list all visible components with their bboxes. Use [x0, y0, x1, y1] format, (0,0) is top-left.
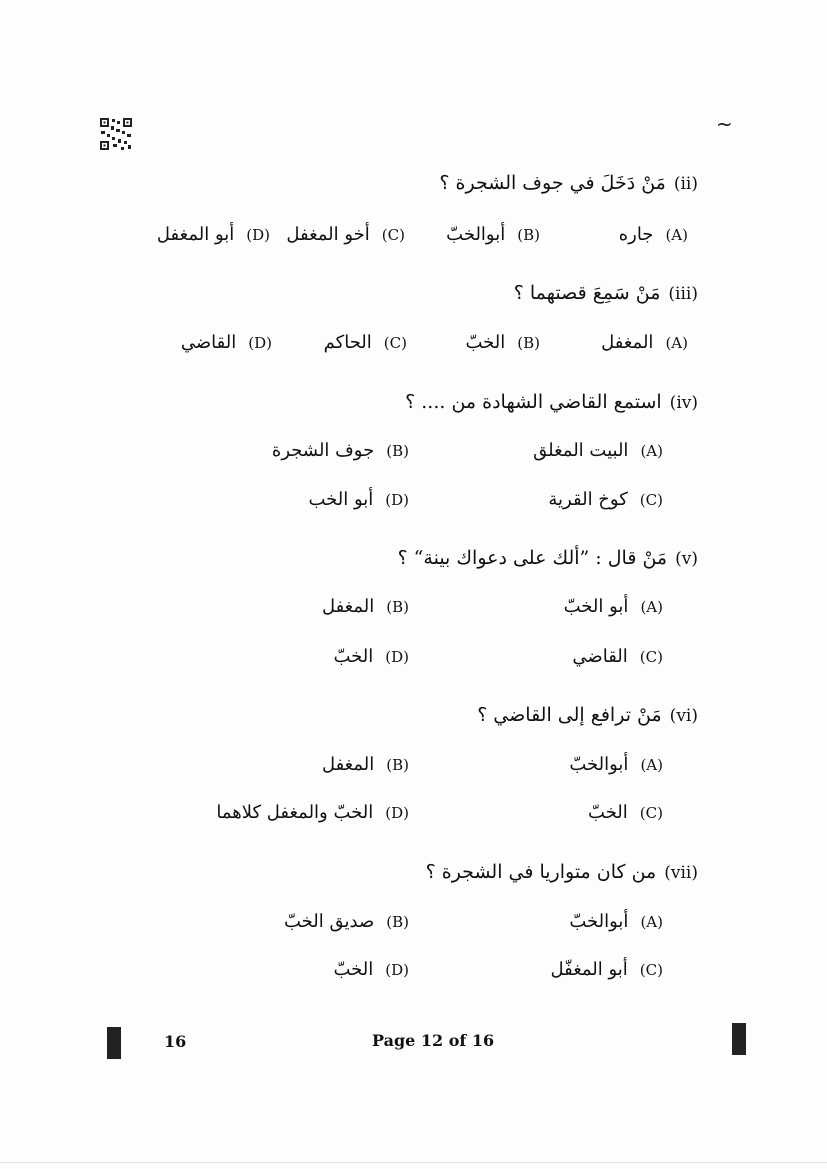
option-text: الحاكم — [323, 332, 372, 353]
option-b — [284, 911, 409, 932]
option-text: أبو الخبّ — [563, 596, 629, 617]
option-letter: (A) — [665, 226, 688, 244]
question-number: (iv) — [669, 393, 698, 413]
option-text: القاضي — [180, 332, 237, 353]
option-letter: (A) — [640, 756, 663, 774]
option-d — [333, 646, 409, 667]
option-letter: (B) — [386, 442, 409, 460]
option-d — [157, 224, 270, 245]
option-d — [216, 802, 409, 823]
option-c — [572, 646, 663, 667]
option-text: جوف الشجرة — [271, 440, 375, 461]
page-number: Page 12 of 16 — [372, 1031, 495, 1050]
question-vi — [477, 704, 698, 726]
footer-code: 16 — [164, 1032, 187, 1051]
question-text: مَنْ قال : ”ألك على دعواك بينة“ ؟ — [397, 547, 668, 569]
option-letter: (B) — [386, 756, 409, 774]
option-text: جاره — [618, 224, 654, 245]
page-edge-line — [0, 1162, 827, 1163]
option-text: البيت المغلق — [533, 440, 629, 461]
option-a — [569, 911, 663, 932]
option-c — [550, 959, 663, 980]
question-iii — [514, 282, 698, 304]
option-letter: (A) — [640, 442, 663, 460]
option-a — [564, 596, 663, 617]
option-text: المغفل — [321, 754, 375, 775]
option-b — [465, 332, 540, 353]
option-text: الخبّ — [333, 959, 374, 980]
option-letter: (D) — [385, 804, 409, 822]
option-b — [322, 596, 409, 617]
option-text: المغفل — [321, 596, 375, 617]
option-a — [533, 440, 663, 461]
option-letter: (C) — [639, 491, 663, 509]
option-d — [308, 489, 409, 510]
option-text: الخبّ — [465, 332, 506, 353]
option-text: أبوالخبّ — [569, 911, 629, 932]
option-letter: (C) — [639, 804, 663, 822]
question-ii — [439, 172, 698, 194]
option-letter: (A) — [640, 598, 663, 616]
question-text: من كان متواريا في الشجرة ؟ — [425, 861, 657, 883]
question-number: (iii) — [668, 284, 698, 304]
option-letter: (C) — [639, 648, 663, 666]
option-text: أبو المغفل — [156, 224, 235, 245]
question-number: (ii) — [673, 174, 698, 194]
question-number: (vii) — [664, 863, 698, 883]
option-text: صديق الخبّ — [283, 911, 375, 932]
question-text: مَنْ دَخَلَ في جوف الشجرة ؟ — [439, 172, 666, 194]
option-text: أخو المغفل — [286, 224, 370, 245]
option-text: أبوالخبّ — [569, 754, 629, 775]
option-text: أبوالخبّ — [446, 224, 506, 245]
option-c — [286, 224, 405, 245]
question-text: استمع القاضي الشهادة من .... ؟ — [405, 391, 662, 413]
option-letter: (D) — [385, 648, 409, 666]
option-c — [548, 489, 663, 510]
option-letter: (D) — [248, 334, 272, 352]
question-vii — [426, 861, 698, 883]
option-d — [333, 959, 409, 980]
option-letter: (D) — [246, 226, 270, 244]
question-text: مَنْ ترافع إلى القاضي ؟ — [477, 704, 662, 726]
option-text: كوخ القرية — [548, 489, 628, 510]
option-letter: (C) — [381, 226, 405, 244]
option-b — [446, 224, 540, 245]
option-a — [569, 754, 663, 775]
option-letter: (B) — [386, 598, 409, 616]
option-letter: (D) — [385, 491, 409, 509]
option-c — [324, 332, 407, 353]
question-number: (vi) — [669, 706, 698, 726]
footer-left-marker — [107, 1027, 121, 1059]
option-text: القاضي — [572, 646, 628, 667]
option-d — [181, 332, 272, 353]
option-a — [601, 332, 688, 353]
qr-code-icon — [99, 117, 133, 151]
option-text: المغفل — [601, 332, 654, 353]
question-iv — [405, 391, 698, 413]
option-a — [619, 224, 688, 245]
question-v — [398, 547, 698, 569]
option-text: الخبّ — [588, 802, 628, 823]
option-b — [322, 754, 409, 775]
footer-right-marker — [732, 1023, 746, 1055]
option-letter: (C) — [639, 961, 663, 979]
option-text: أبو الخب — [308, 489, 374, 510]
option-letter: (C) — [383, 334, 407, 352]
question-number: (v) — [675, 549, 698, 569]
option-letter: (D) — [385, 961, 409, 979]
option-text: أبو المغفّل — [550, 959, 628, 980]
option-letter: (B) — [386, 913, 409, 931]
option-text: الخبّ — [333, 646, 374, 667]
corner-mark: ~ — [716, 112, 733, 136]
option-letter: (A) — [665, 334, 688, 352]
option-c — [588, 802, 663, 823]
option-b — [272, 440, 409, 461]
option-letter: (B) — [517, 334, 540, 352]
question-text: مَنْ سَمِعَ قصتهما ؟ — [513, 282, 661, 304]
option-letter: (A) — [640, 913, 663, 931]
option-text: الخبّ والمغفل كلاهما — [216, 802, 374, 823]
option-letter: (B) — [517, 226, 540, 244]
